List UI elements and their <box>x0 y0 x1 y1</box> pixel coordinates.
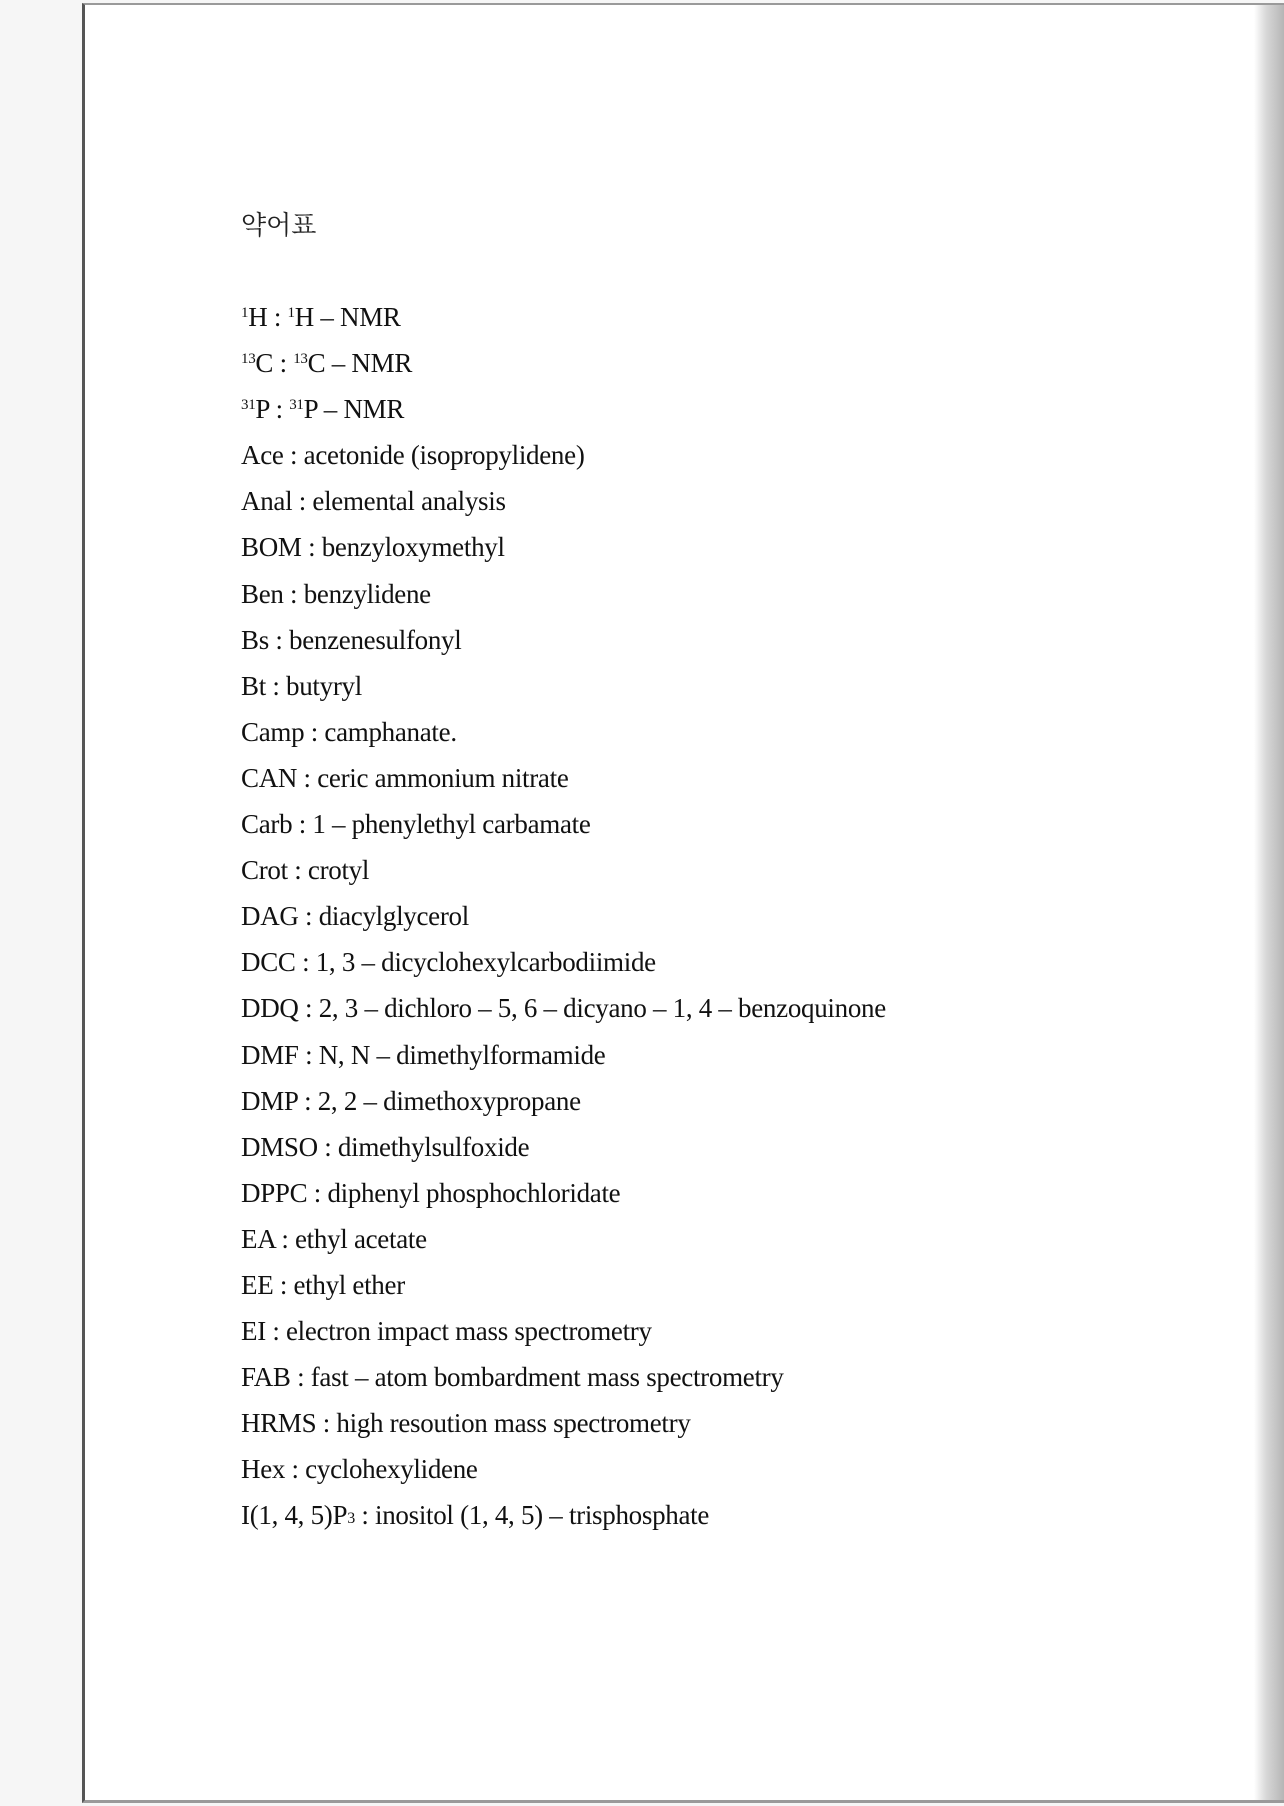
entry-text: DAG : diacylglycerol <box>241 901 469 932</box>
entry-text: DMSO : dimethylsulfoxide <box>241 1131 530 1162</box>
abbreviation-entry <box>241 574 886 620</box>
entry-text: DPPC : diphenyl phosphochloridate <box>241 1177 621 1208</box>
abbreviation-entry <box>241 1403 886 1449</box>
abbreviation-entry <box>241 1173 886 1219</box>
entry-text: DCC : 1, 3 – dicyclohexylcarbodiimide <box>241 947 656 978</box>
entry-text: 31 <box>241 397 256 414</box>
entry-text: Camp : camphanate. <box>241 716 457 747</box>
entry-text: 1 <box>287 305 295 321</box>
entry-text: Crot : crotyl <box>241 855 370 886</box>
entry-text: FAB : fast – atom bombardment mass spectrometry <box>241 1362 784 1393</box>
abbreviation-entry <box>241 389 886 435</box>
entry-text: DDQ : 2, 3 – dichloro – 5, 6 – dicyano – 1, 4 – benzoquinone <box>241 993 886 1024</box>
abbreviation-entry <box>241 896 886 942</box>
abbreviation-entry <box>241 1035 886 1081</box>
entry-text: DMF : N, N – dimethylformamide <box>241 1039 606 1070</box>
entry-text: : inositol (1, 4, 5) – trisphosphate <box>354 1500 710 1531</box>
entry-text: 13 <box>293 351 308 368</box>
abbreviation-entry <box>241 850 886 896</box>
entry-text: H – NMR <box>294 302 401 332</box>
entry-text: C – NMR <box>307 348 413 379</box>
abbreviation-entry <box>241 343 886 389</box>
entry-text: EE : ethyl ether <box>241 1269 405 1300</box>
abbreviation-entry <box>241 758 886 804</box>
entry-text: EA : ethyl acetate <box>241 1223 427 1254</box>
entry-text: Carb : 1 – phenylethyl carbamate <box>241 809 591 840</box>
entry-text: 31 <box>289 397 304 414</box>
entry-text: Bt : butyryl <box>241 670 362 701</box>
abbreviation-entry <box>241 804 886 850</box>
abbreviation-entry <box>241 942 886 988</box>
abbreviation-entry <box>241 1311 886 1357</box>
abbreviation-entry <box>241 1357 886 1403</box>
abbreviation-entry <box>241 620 886 666</box>
page-title: 약어표 <box>241 211 317 241</box>
entry-text: Bs : benzenesulfonyl <box>241 624 462 655</box>
abbreviation-entry <box>241 666 886 712</box>
abbreviation-entry <box>241 712 886 758</box>
entry-text: 3 <box>347 1510 355 1528</box>
abbreviation-entry <box>241 1495 886 1541</box>
abbreviation-entry <box>241 1219 886 1265</box>
entry-text: DMP : 2, 2 – dimethoxypropane <box>241 1085 581 1116</box>
entry-text: I(1, 4, 5)P <box>241 1500 348 1531</box>
abbreviation-entry <box>241 1081 886 1127</box>
entry-text: Hex : cyclohexylidene <box>241 1454 478 1485</box>
entry-text: 1 <box>241 305 249 321</box>
abbreviation-entry <box>241 1265 886 1311</box>
entry-text: C : <box>255 348 294 379</box>
entry-text: 13 <box>241 351 256 368</box>
abbreviation-entry <box>241 481 886 527</box>
entry-text: H : <box>248 302 288 332</box>
abbreviation-entry <box>241 988 886 1034</box>
abbreviation-entry <box>241 1127 886 1173</box>
entry-text: Ace : acetonide (isopropylidene) <box>241 440 585 471</box>
document-page <box>82 3 1284 1803</box>
entry-text: CAN : ceric ammonium nitrate <box>241 762 569 793</box>
abbreviation-entry <box>241 1449 886 1495</box>
abbreviation-list <box>241 297 886 1542</box>
abbreviation-entry <box>241 435 886 481</box>
entry-text: P : <box>255 394 290 425</box>
entry-text: HRMS : high resoution mass spectrometry <box>241 1408 691 1439</box>
entry-text: Ben : benzylidene <box>241 578 431 609</box>
abbreviation-entry <box>241 297 886 343</box>
entry-text: BOM : benzyloxymethyl <box>241 532 505 563</box>
page-edge-shadow <box>1254 5 1284 1800</box>
entry-text: Anal : elemental analysis <box>241 486 506 517</box>
entry-text: EI : electron impact mass spectrometry <box>241 1316 652 1347</box>
entry-text: P – NMR <box>303 394 405 425</box>
abbreviation-entry <box>241 527 886 573</box>
